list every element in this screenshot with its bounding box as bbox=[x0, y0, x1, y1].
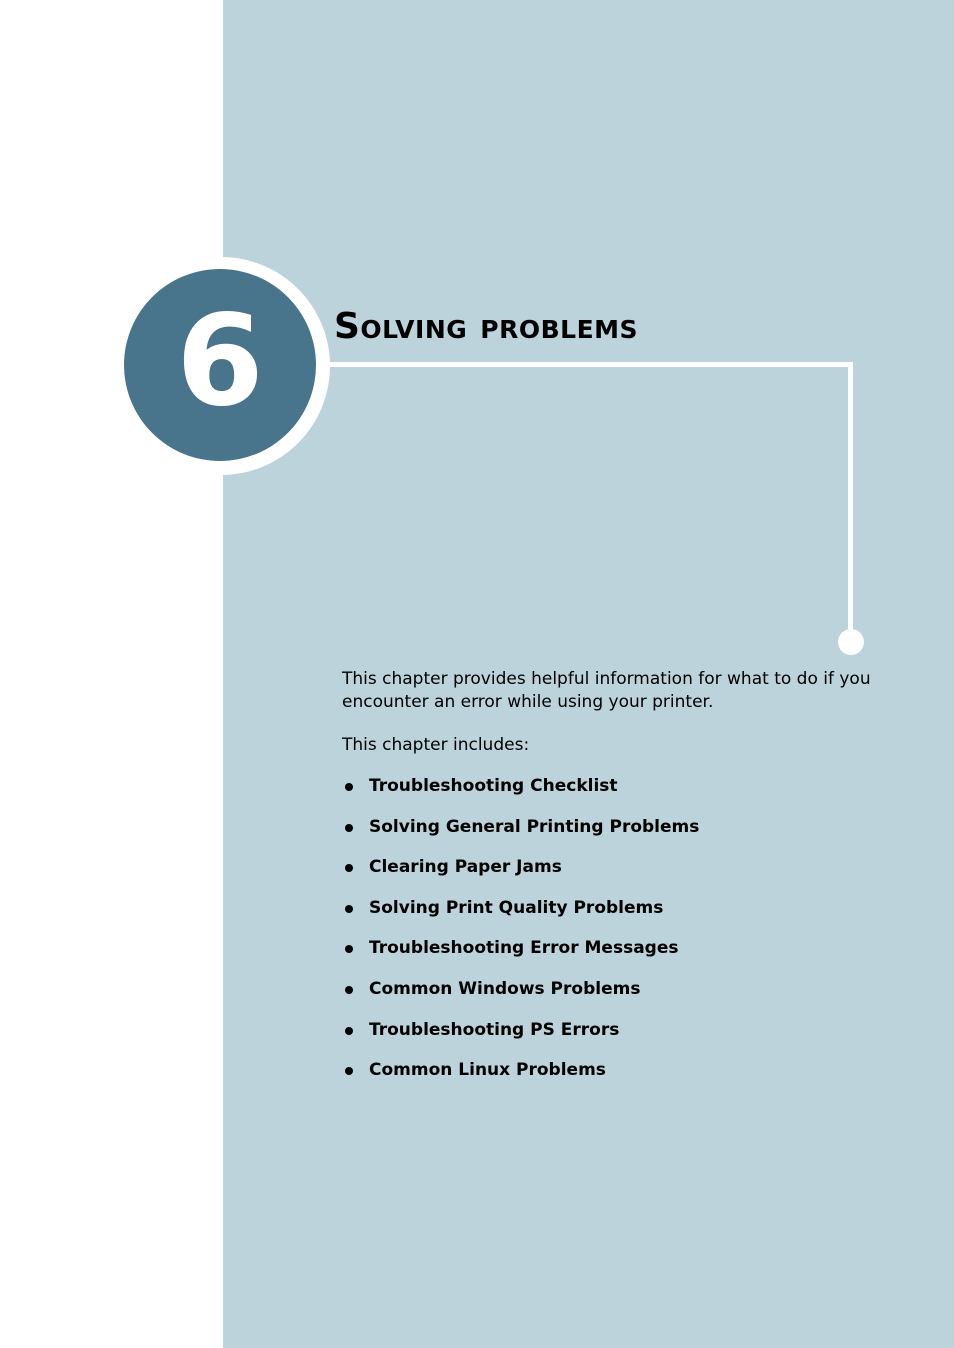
topic-item[interactable] bbox=[342, 1059, 882, 1100]
topic-item[interactable] bbox=[342, 978, 882, 1019]
topic-label: Troubleshooting Error Messages bbox=[369, 938, 679, 959]
topic-item[interactable] bbox=[342, 856, 882, 897]
intro-paragraph: This chapter provides helpful information for what to do if you encounter an error while using your printer. bbox=[342, 669, 871, 712]
topic-label: Solving Print Quality Problems bbox=[369, 897, 664, 918]
topic-label: Common Windows Problems bbox=[369, 978, 641, 999]
topic-item[interactable] bbox=[342, 1019, 882, 1060]
bullet-icon bbox=[345, 1027, 353, 1035]
title-rule-vertical bbox=[848, 362, 853, 634]
topic-label: Common Linux Problems bbox=[369, 1060, 606, 1081]
topic-item[interactable] bbox=[342, 775, 882, 816]
chapter-intro-section bbox=[342, 668, 882, 1100]
bullet-icon bbox=[345, 986, 353, 994]
title-rule-end-dot bbox=[838, 629, 864, 655]
bullet-icon bbox=[345, 1067, 353, 1075]
topic-item[interactable] bbox=[342, 897, 882, 938]
includes-label: This chapter includes: bbox=[342, 735, 530, 755]
topic-label: Troubleshooting Checklist bbox=[369, 776, 618, 796]
topic-item[interactable] bbox=[342, 937, 882, 978]
bullet-icon bbox=[345, 945, 353, 953]
topic-label: Troubleshooting PS Errors bbox=[369, 1019, 620, 1040]
bullet-icon bbox=[345, 824, 353, 832]
topic-item[interactable] bbox=[342, 816, 882, 857]
bullet-icon bbox=[345, 864, 353, 872]
topic-label: Solving General Printing Problems bbox=[369, 816, 700, 837]
bullet-icon bbox=[345, 783, 353, 791]
chapter-title: Solving problems bbox=[334, 306, 639, 347]
title-rule-horizontal bbox=[328, 362, 853, 367]
chapter-number-disc bbox=[124, 269, 316, 461]
bullet-icon bbox=[345, 905, 353, 913]
topic-label: Clearing Paper Jams bbox=[369, 857, 562, 878]
chapter-number: 6 bbox=[176, 287, 264, 434]
topic-list bbox=[342, 775, 882, 1100]
